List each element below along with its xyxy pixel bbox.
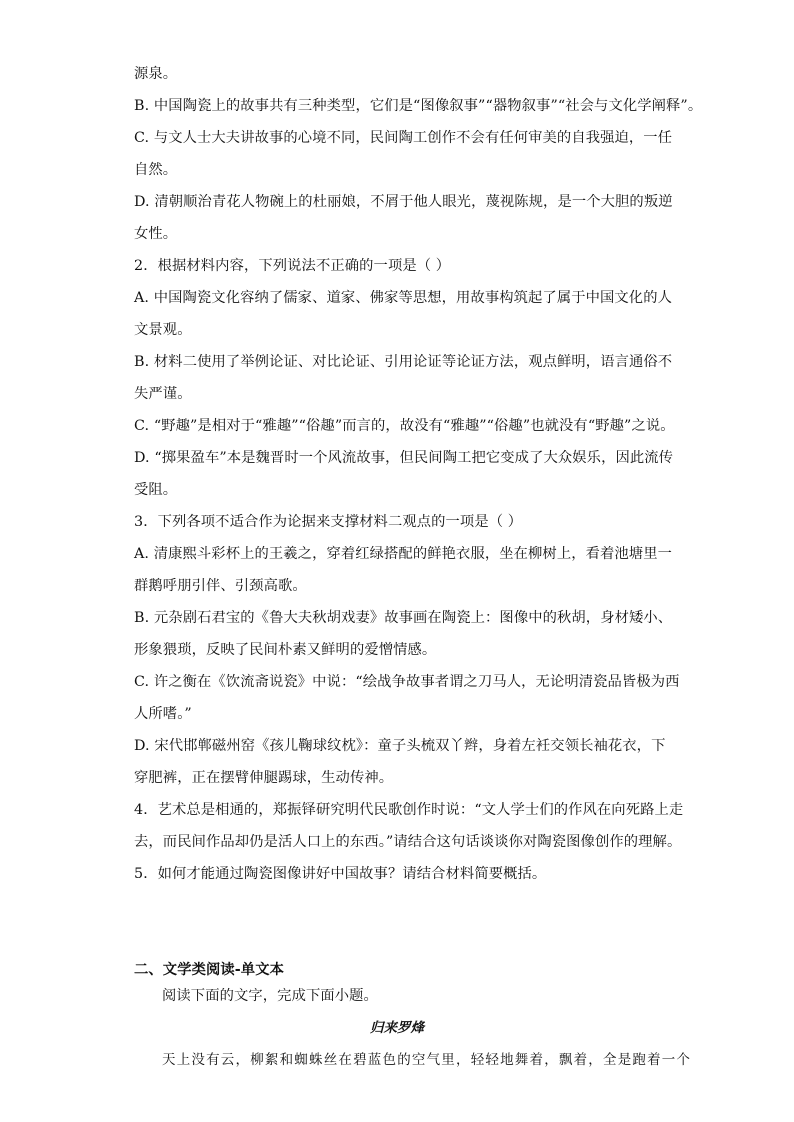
q2-stem: 2．根据材料内容，下列说法不正确的一项是（ ） [134,258,451,274]
story-title: 归来罗烽 [370,1020,424,1036]
q1-option-d-line1: D. 清朝顺治青花人物碗上的杜丽娘，不屑于他人眼光，蔑视陈规，是一个大胆的叛逆 [134,194,673,210]
q3-option-c-line2: 人所嗜。” [134,706,192,722]
q2-option-b-line2: 失严谨。 [134,386,192,402]
q4-line1: 4．艺术总是相通的，郑振铎研究明代民歌创作时说：“文人学士们的作风在向死路上走 [134,802,684,818]
q2-option-a-line1: A. 中国陶瓷文化容纳了儒家、道家、佛家等思想，用故事构筑起了属于中国文化的人 [134,290,672,306]
q3-option-d-line2: 穿肥裤，正在摆臂伸腿踢球，生动传神。 [134,770,394,786]
q4-line2: 去，而民间作品却仍是活人口上的东西。”请结合这句话谈谈你对陶瓷图像创作的理解。 [134,834,682,850]
q2-option-a-line2: 文景观。 [134,322,192,338]
q1-option-b: B. 中国陶瓷上的故事共有三种类型，它们是“图像叙事”“器物叙事”“社会与文化学阐释”。 [134,98,703,114]
q3-option-b-line2: 形象猥琐，反映了民间朴素又鲜明的爱憎情感。 [134,642,437,658]
q3-option-a-line2: 群鹅呼朋引伴、引颈高歌。 [134,578,307,594]
q2-option-d-line2: 受阻。 [134,482,178,498]
q2-option-b-line1: B. 材料二使用了举例论证、对比论证、引用论证等论证方法，观点鲜明，语言通俗不 [134,354,673,370]
q1-option-c-line2: 自然。 [134,162,178,178]
q3-option-b-line1: B. 元杂剧石君宝的《鲁大夫秋胡戏妻》故事画在陶瓷上：图像中的秋胡，身材矮小、 [134,610,673,626]
q1-option-c-line1: C. 与文人士大夫讲故事的心境不同，民间陶工创作不会有任何审美的自我强迫，一任 [134,130,673,146]
reading-instruction: 阅读下面的文字，完成下面小题。 [162,988,378,1004]
q1-option-d-line2: 女性。 [134,226,178,242]
q3-option-d-line1: D. 宋代邯郸磁州窑《孩儿鞠球纹枕》：童子头梳双丫辫，身着左衽交领长袖花衣，下 [134,738,666,754]
q3-option-c-line1: C. 许之衡在《饮流斋说瓷》中说：“绘战争故事者谓之刀马人，无论明清瓷品皆极为西 [134,674,680,690]
section-heading: 二、文学类阅读-单文本 [134,962,285,978]
q5-line1: 5．如何才能通过陶瓷图像讲好中国故事？请结合材料简要概括。 [134,866,547,882]
story-paragraph-1: 天上没有云，柳絮和蜘蛛丝在碧蓝色的空气里，轻轻地舞着，飘着，全是跑着一个 [162,1052,692,1068]
q2-option-d-line1: D. “掷果盈车”本是魏晋时一个风流故事，但民间陶工把它变成了大众娱乐，因此流传 [134,450,674,466]
q3-stem: 3．下列各项不适合作为论据来支撑材料二观点的一项是（ ） [134,514,523,530]
q1-option-a-continuation: 源泉。 [134,66,178,82]
q3-option-a-line1: A. 清康熙斗彩杯上的王羲之，穿着红绿搭配的鲜艳衣服，坐在柳树上，看着池塘里一 [134,546,672,562]
q2-option-c: C. “野趣”是相对于“雅趣”“俗趣”而言的，故没有“雅趣”“俗趣”也就没有“野趣”之说。 [134,418,675,434]
